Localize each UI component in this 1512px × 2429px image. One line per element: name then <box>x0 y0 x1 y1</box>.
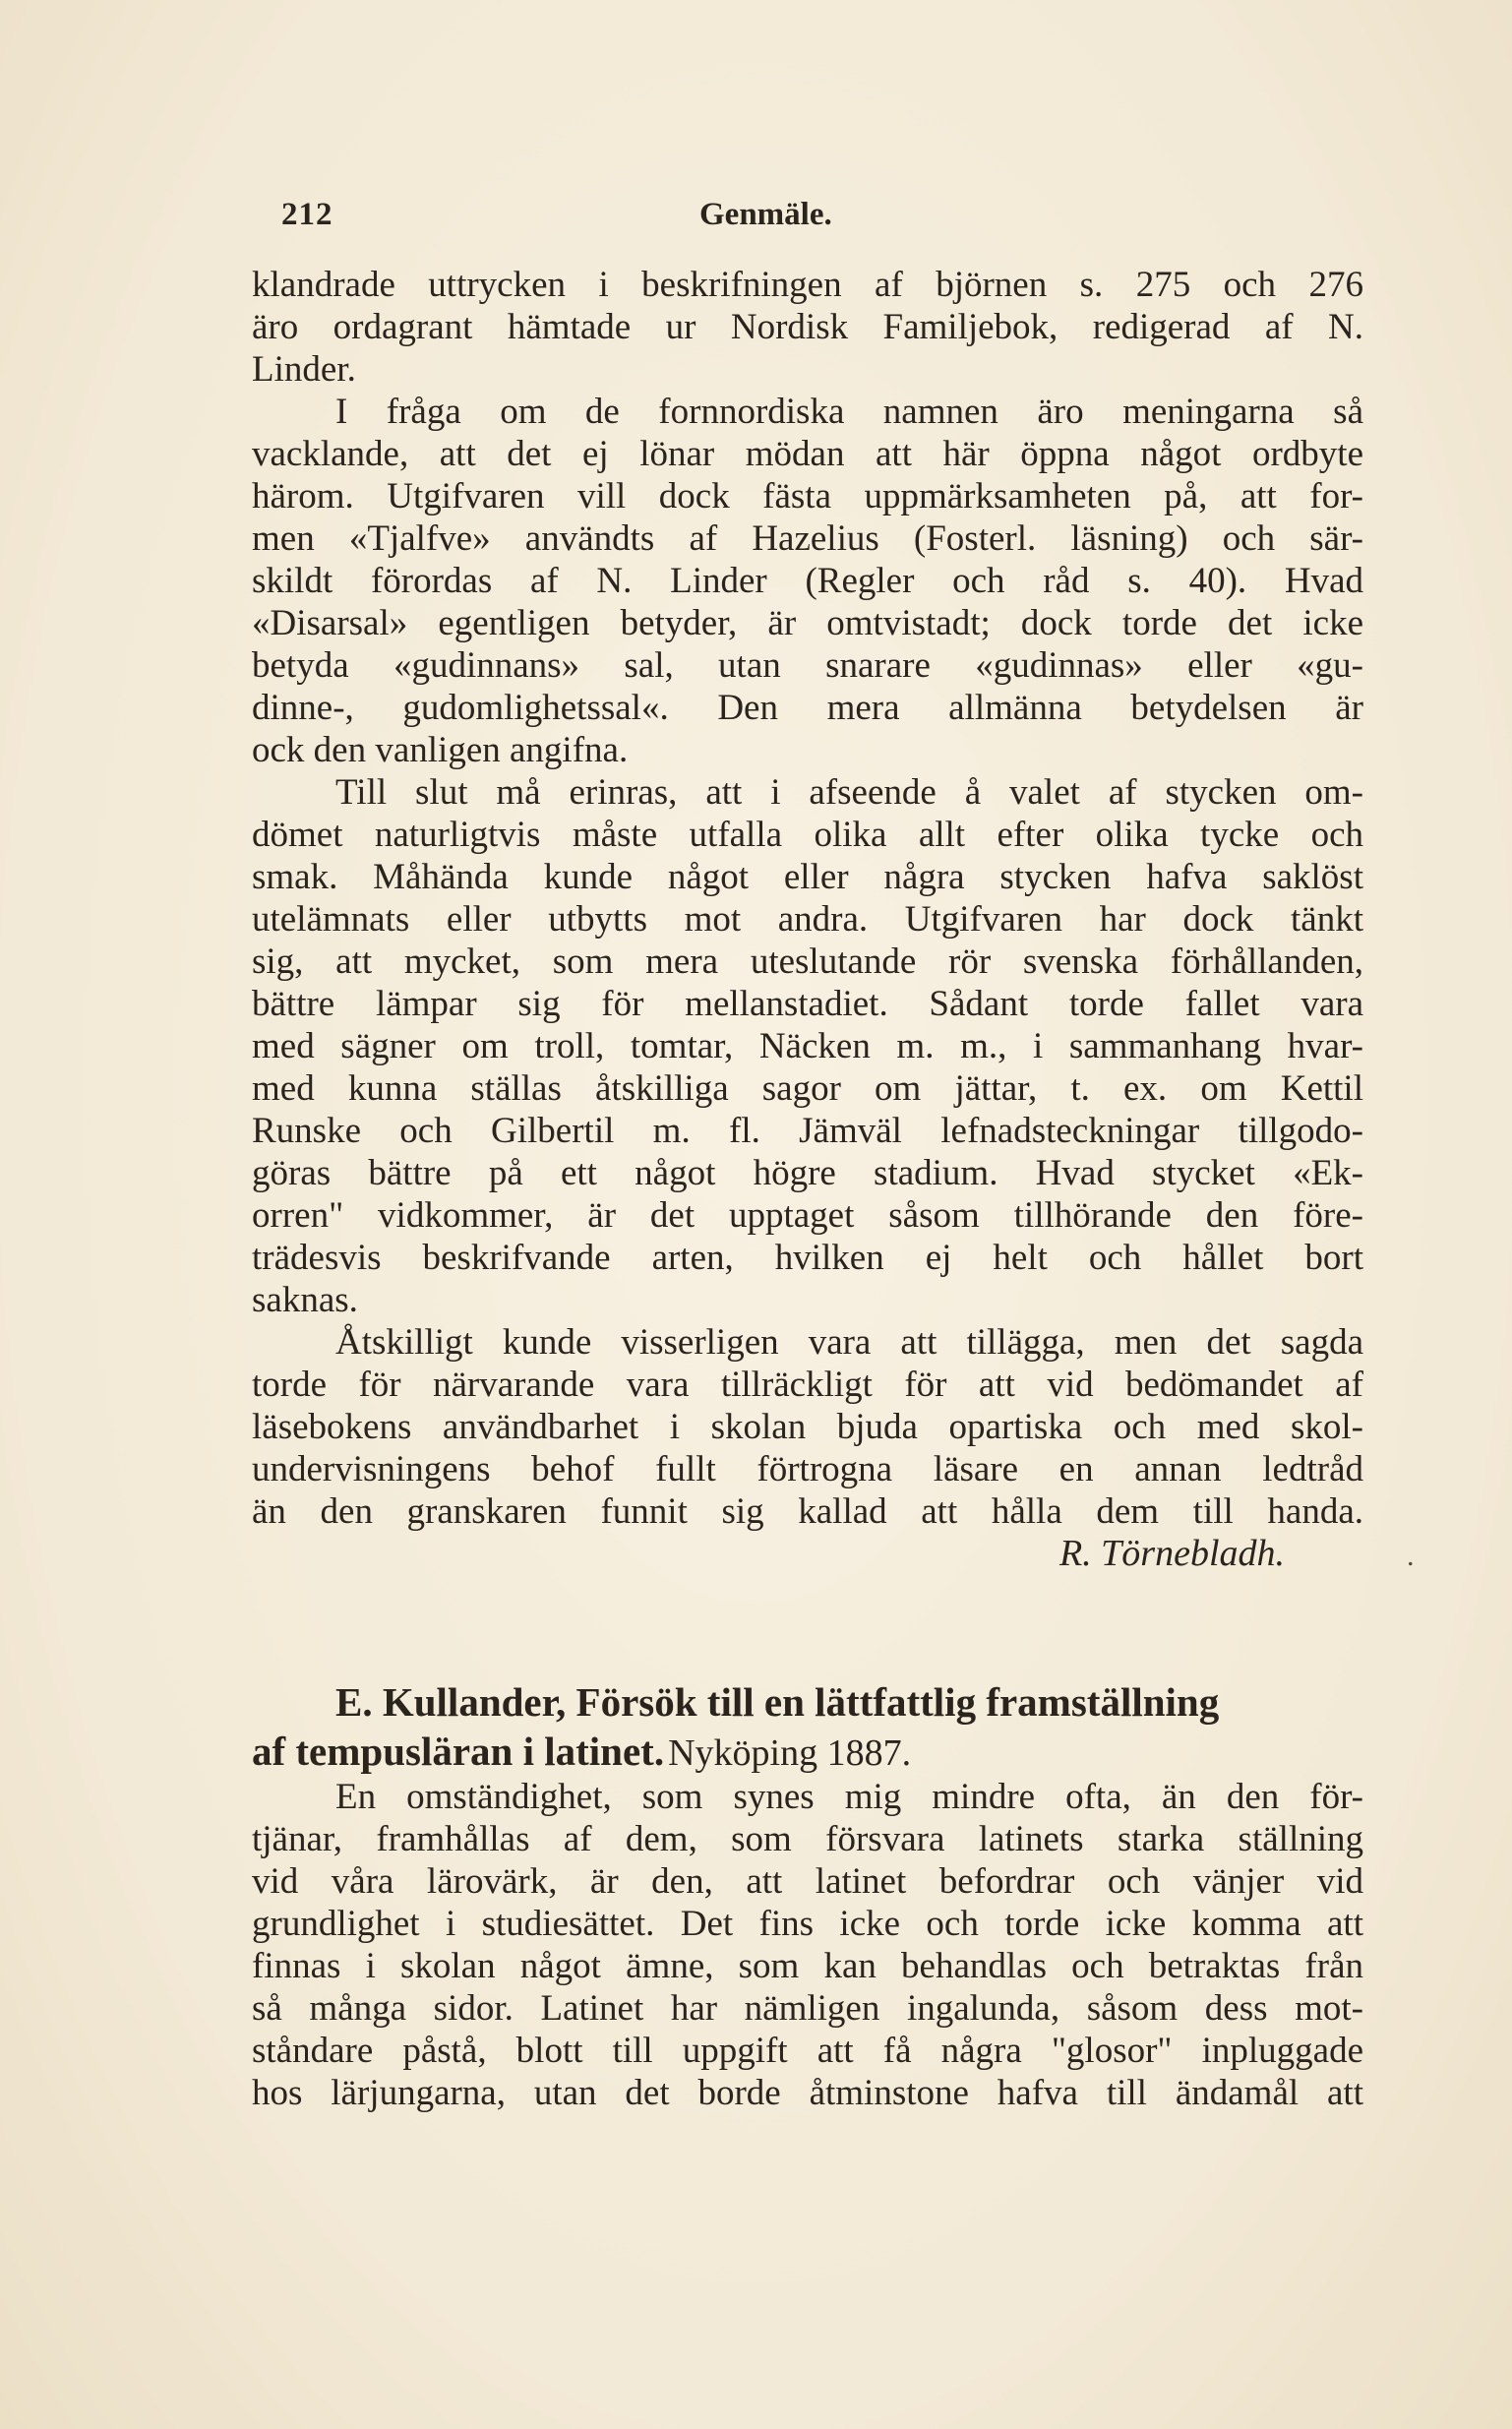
text-line: sig, att mycket, som mera uteslutande rör svenska förhållanden, <box>252 941 1363 982</box>
text-line: En omständighet, som synes mig mindre ofta, än den för- <box>335 1777 1363 1817</box>
text-line: I fråga om de fornnordiska namnen äro meningarna så <box>335 392 1363 432</box>
text-line: Till slut må erinras, att i afseende å valet af stycken om- <box>335 772 1363 813</box>
text-line: skildt förordas af N. Linder (Regler och råd s. 40). Hvad <box>252 561 1363 601</box>
text-line: grundlighet i studiesättet. Det fins icke och torde icke komma att <box>252 1904 1363 1944</box>
text-line: ståndare påstå, blott till uppgift att få några "glosor" inpluggade <box>252 2031 1363 2071</box>
genmale-text <box>252 264 1363 1533</box>
text-line: ock den vanligen angifna. <box>252 730 629 770</box>
review-text <box>252 1776 1363 2114</box>
text-line: tjänar, framhållas af dem, som försvara latinets starka ställning <box>252 1819 1363 1859</box>
text-line: hos lärjungarna, utan det borde åtminstone hafva till ändamål att <box>252 2073 1363 2113</box>
text-line: äro ordagrant hämtade ur Nordisk Familjebok, redigerad af N. <box>252 307 1363 347</box>
text-line: dinne-, gudomlighetssal«. Den mera allmänna betydelsen är <box>252 688 1363 728</box>
text-line: så många sidor. Latinet har nämligen ingalunda, såsom dess mot- <box>252 1988 1363 2029</box>
text-line: med sägner om troll, tomtar, Näcken m. m., i sammanhang hvar- <box>252 1026 1363 1066</box>
text-line: betyda «gudinnans» sal, utan snarare «gudinnas» eller «gu- <box>252 645 1363 686</box>
signature: R. Törnebladh. <box>1058 1533 1285 1574</box>
text-line: smak. Måhända kunde något eller några stycken hafva saklöst <box>252 857 1363 897</box>
text-line: bättre lämpar sig för mellanstadiet. Sådant torde fallet vara <box>252 984 1363 1024</box>
text-line: läsebokens användbarhet i skolan bjuda opartiska och med skol- <box>252 1407 1363 1447</box>
text-line: vacklande, att det ej lönar mödan att här öppna något ordbyte <box>252 434 1363 474</box>
review-title-bold: af tempusläran i latinet. <box>252 1729 665 1774</box>
text-line: Åtskilligt kunde visserligen vara att tillägga, men det sagda <box>335 1322 1363 1363</box>
review-publication: Nyköping 1887. <box>668 1732 912 1774</box>
text-line: vid våra lärovärk, är den, att latinet befordrar och vänjer vid <box>252 1861 1363 1902</box>
review-title-line-1: E. Kullander, Försök till en lättfattlig framställning <box>335 1679 1220 1725</box>
text-line: Linder. <box>252 349 356 390</box>
text-line: klandrade uttrycken i beskrifningen af björnen s. 275 och 276 <box>252 265 1363 305</box>
text-line: dömet naturligtvis måste utfalla olika allt efter olika tycke och <box>252 815 1363 855</box>
text-line: trädesvis beskrifvande arten, hvilken ej helt och hållet bort <box>252 1238 1363 1278</box>
text-line: Runske och Gilbertil m. fl. Jämväl lefnadsteckningar tillgodo- <box>252 1111 1363 1151</box>
running-title: Genmäle. <box>699 197 832 232</box>
text-line: saknas. <box>252 1280 358 1320</box>
text-line: torde för närvarande vara tillräckligt för att vid bedömandet af <box>252 1365 1363 1405</box>
text-line: med kunna ställas åtskilliga sagor om jättar, t. ex. om Kettil <box>252 1068 1363 1109</box>
text-line: men «Tjalfve» användts af Hazelius (Fosterl. läsning) och sär- <box>252 518 1363 559</box>
text-line: finnas i skolan något ämne, som kan behandlas och betraktas från <box>252 1946 1363 1986</box>
stray-mark: . <box>1407 1540 1415 1572</box>
text-line: än den granskaren funnit sig kallad att hålla dem till handa. <box>252 1491 1363 1532</box>
running-head <box>252 197 1363 240</box>
page-number: 212 <box>281 197 333 232</box>
review-title-line-2 <box>252 1727 1363 1776</box>
text-line: «Disarsal» egentligen betyder, är omtvistadt; dock torde det icke <box>252 603 1363 643</box>
text-line: härom. Utgifvaren vill dock fästa uppmärksamheten på, att for- <box>252 476 1363 516</box>
text-line: utelämnats eller utbytts mot andra. Utgifvaren har dock tänkt <box>252 899 1363 940</box>
text-line: göras bättre på ett något högre stadium. Hvad stycket «Ek- <box>252 1153 1363 1193</box>
text-line: undervisningens behof fullt förtrogna läsare en annan ledtråd <box>252 1449 1363 1489</box>
text-line: orren" vidkommer, är det upptaget såsom tillhörande den före- <box>252 1195 1363 1236</box>
review-heading <box>252 1677 1363 1776</box>
